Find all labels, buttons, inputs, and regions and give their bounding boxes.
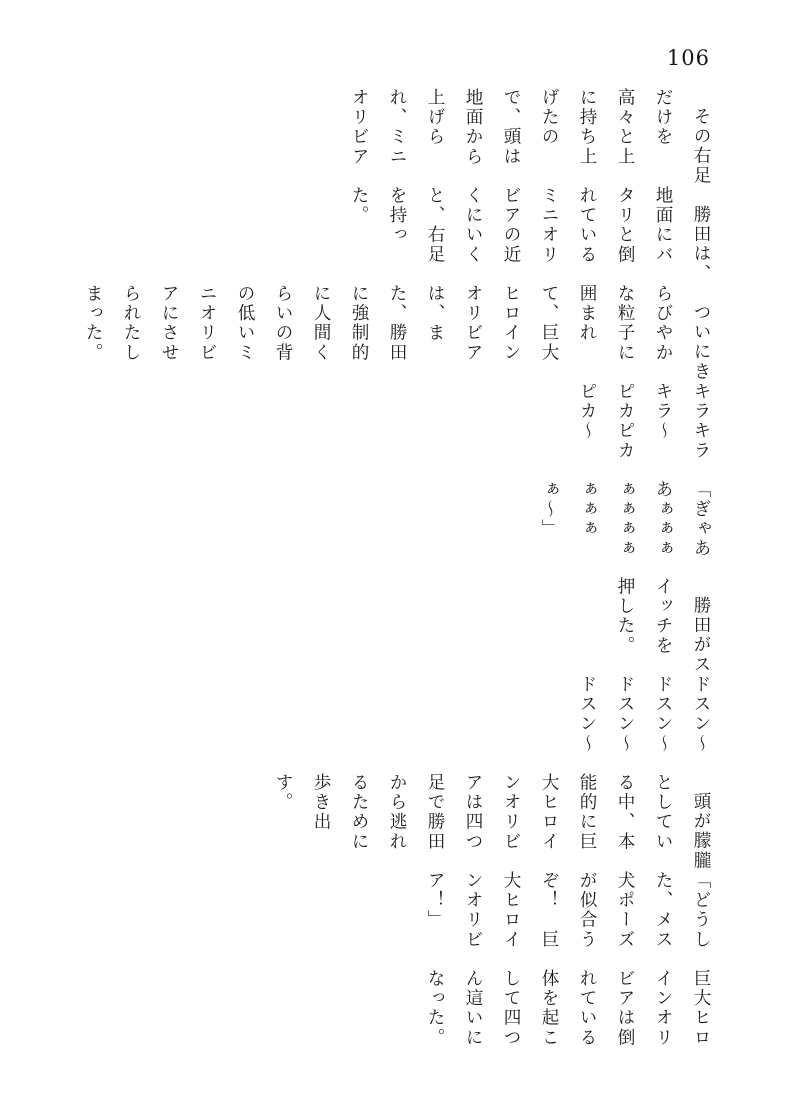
paragraph: 勝田は、地面にバタリと倒れているミニオリビアの近くにいくと、右足を持った。: [349, 185, 711, 284]
vertical-text-body: [70, 88, 720, 1067]
paragraph: ドスン〜 ドスン〜ドスン〜ドスン〜: [577, 675, 711, 774]
paragraph: 巨大ヒロインオリビアは倒れている体を起こして四つん這いになった。: [425, 969, 711, 1048]
paragraph: 頭が朦朧としている中、本能的に巨大ヒロインオリビアは四つ足で勝田から逃れるために歩き出す。: [273, 773, 711, 871]
paragraph: 勝田がスイッチを押した。: [615, 577, 711, 675]
paragraph: キラキラキラ〜 ピカピカピカ〜: [577, 381, 711, 461]
page-number: 106: [666, 46, 710, 70]
paragraph: 「どうした、メス犬ポーズが似合うぞ！ 巨大ヒロインオリビア！」: [425, 871, 711, 950]
paragraph: 「ぎゃああぁぁぁぁぁぁぁぁぁぁぁ〜」: [539, 479, 711, 558]
paragraph: その右足だけを高々と上に持ち上げたので、頭は地面から上げられ、ミニオリビア: [349, 87, 711, 186]
paragraph: ついにきらびやかな粒子に囲まれて、巨大ヒロインオリビアは、また、勝田に強制的に人間くらいの背の低いミニオリビアにさせられたしまった。: [83, 283, 711, 382]
